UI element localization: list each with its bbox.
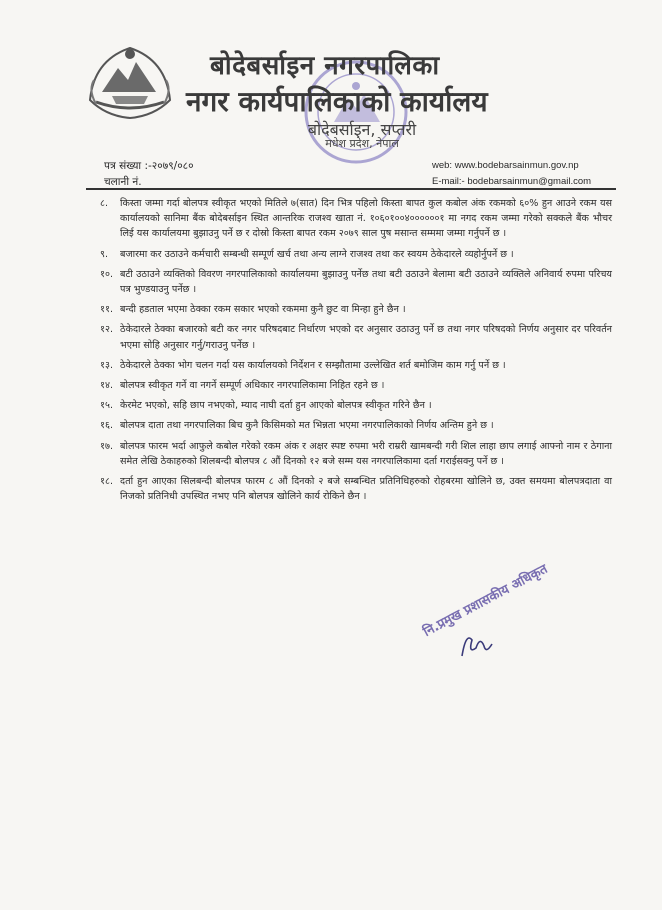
item-number: ९. [100, 248, 109, 260]
list-item [100, 196, 612, 242]
list-item [100, 378, 612, 393]
list-item [100, 358, 612, 373]
item-text: बजारमा कर उठाउने कर्मचारी सम्बन्धी सम्पूर्ण खर्च तथा अन्य लाग्ने राजश्व तथा कर स्वयम ठेकेदारले व्यहोर्नुपर्ने छ । [120, 248, 514, 260]
nepal-emblem-icon [84, 40, 176, 122]
item-text: ठेकेदारले ठेक्का बजारको बटी कर नगर परिषदबाट निर्धारण भएको दर अनुसार उठाउनु पर्ने छ तथा नगर परिषदको निर्णय अनुसार दर परिवर्तन भएमा सोहि अनुसार गर्नु/गराउनु पर्नेछ । [120, 324, 612, 351]
list-item [100, 322, 612, 352]
list-item [100, 247, 612, 262]
header-divider [86, 188, 616, 190]
item-text: केरमेट भएको, सहि छाप नभएको, म्याद नाघी दर्ता हुन आएको बोलपत्र स्वीकृत गरिने छैन । [120, 400, 432, 412]
item-number: १०. [100, 268, 114, 280]
org-name-line2: नगर कार्यपालिकाको कार्यालय [186, 85, 488, 118]
item-number: १३. [100, 359, 114, 371]
item-number: १५. [100, 400, 114, 412]
letter-number: पत्र संख्या :-२०७९/०८० [104, 160, 194, 172]
org-location: बोदेबर्साइन, सप्तरी [307, 120, 417, 139]
org-name-line1: बोदेबर्साइन नगरपालिका [210, 51, 440, 81]
item-text: किस्ता जम्मा गर्दा बोलपत्र स्वीकृत भएको मितिले ७(सात) दिन भित्र पहिलो किस्ता बापत कुल कबोल अंक रकमको ६०% हुन आउने रकम यस कार्यालयको सानिमा बैंक बोदेबर्साइन स्थित आन्तरिक राजश्व खाता नं. १०६०१००४००००००१ मा नगद रकम जम्मा गरेको सक्कले बैंक भौचर लिई यस कार्यालयमा बुझाउनु पर्ने छ र दोस्रो किस्ता बापत रकम २०७९ साल पुष मसान्त सम्ममा जम्मा गर्नुपर्ने छ । [120, 198, 612, 240]
contact-meta [432, 158, 591, 190]
dispatch-number: चलानी नं. [104, 176, 142, 188]
list-item [100, 474, 612, 504]
list-item [100, 398, 612, 413]
email: E-mail:- bodebarsainmun@gmail.com [432, 176, 592, 187]
letter-meta [104, 158, 194, 190]
item-text: बटी उठाउने व्यक्तिको विवरण नगरपालिकाको कार्यालयमा बुझाउनु पर्नेछ तथा बटी उठाउने बेलामा बटी उठाउने व्यक्तिले अनिवार्य रुपमा परिचय पत्र भुण्डयाउनु पर्नेछ । [120, 268, 612, 296]
list-item [100, 302, 612, 317]
terms-list [100, 196, 612, 509]
list-item [100, 418, 612, 433]
item-text: बोलपत्र दाता तथा नगरपालिका बिच कुनै किसिमको मत भिन्नता भएमा नगरपालिकाको निर्णय अन्तिम हुने छ । [120, 420, 494, 432]
list-item [100, 439, 612, 469]
item-number: १८. [100, 476, 114, 488]
website: web: www.bodebarsainmun.gov.np [432, 160, 579, 171]
item-number: ११. [100, 304, 114, 316]
officer-stamp: नि.प्रमुख प्रशासकीय अधिकृत [420, 561, 551, 640]
org-province: मधेश प्रदेश, नेपाल [325, 137, 399, 150]
item-text: ठेकेदारले ठेक्का भोग चलन गर्दा यस कार्यालयको निर्देशन र सम्झौतामा उल्लेखित शर्त बमोजिम काम गर्नु पर्ने छ । [120, 359, 506, 371]
item-number: ८. [100, 198, 109, 209]
item-number: १६. [100, 420, 114, 432]
item-text: बन्दी हडताल भएमा ठेक्का रकम सकार भएको रकममा कुनै छुट वा मिन्हा हुने छैन । [120, 304, 406, 316]
item-text: दर्ता हुन आएका सिलबन्दी बोलपत्र फारम ८ औं दिनको २ बजे सम्बन्धित प्रतिनिधिहरुको रोहबरमा खोलिने छ, उक्त समयमा बोलपत्रदाता वा निजको प्रतिनिधी उपस्थित नभए पनि बोलपत्र खोलिने कार्य रोकिने छैन । [120, 476, 612, 503]
item-number: १४. [100, 380, 114, 392]
signature-icon [456, 626, 496, 666]
list-item [100, 267, 612, 297]
item-number: १२. [100, 324, 114, 336]
item-text: बोलपत्र फारम भर्दा आफुले कबोल गरेको रकम अंक र अक्षर स्पष्ट रुपमा भरी राम्ररी खामबन्दी गरी शिल लाहा छाप लगाई आफ्नो नाम र ठेगाना समेत लेखि ठेकाहरुको शिलबन्दी बोलपत्र ८ औं दिनको १२ बजे सम्म यस नगरपालिकामा दर्ता गराईसक्नु पर्ने छ । [120, 440, 612, 467]
item-text: बोलपत्र स्वीकृत गर्ने वा नगर्ने सम्पूर्ण अधिकार नगरपालिकामा निहित रहने छ । [120, 380, 385, 392]
item-number: १७. [100, 440, 114, 452]
